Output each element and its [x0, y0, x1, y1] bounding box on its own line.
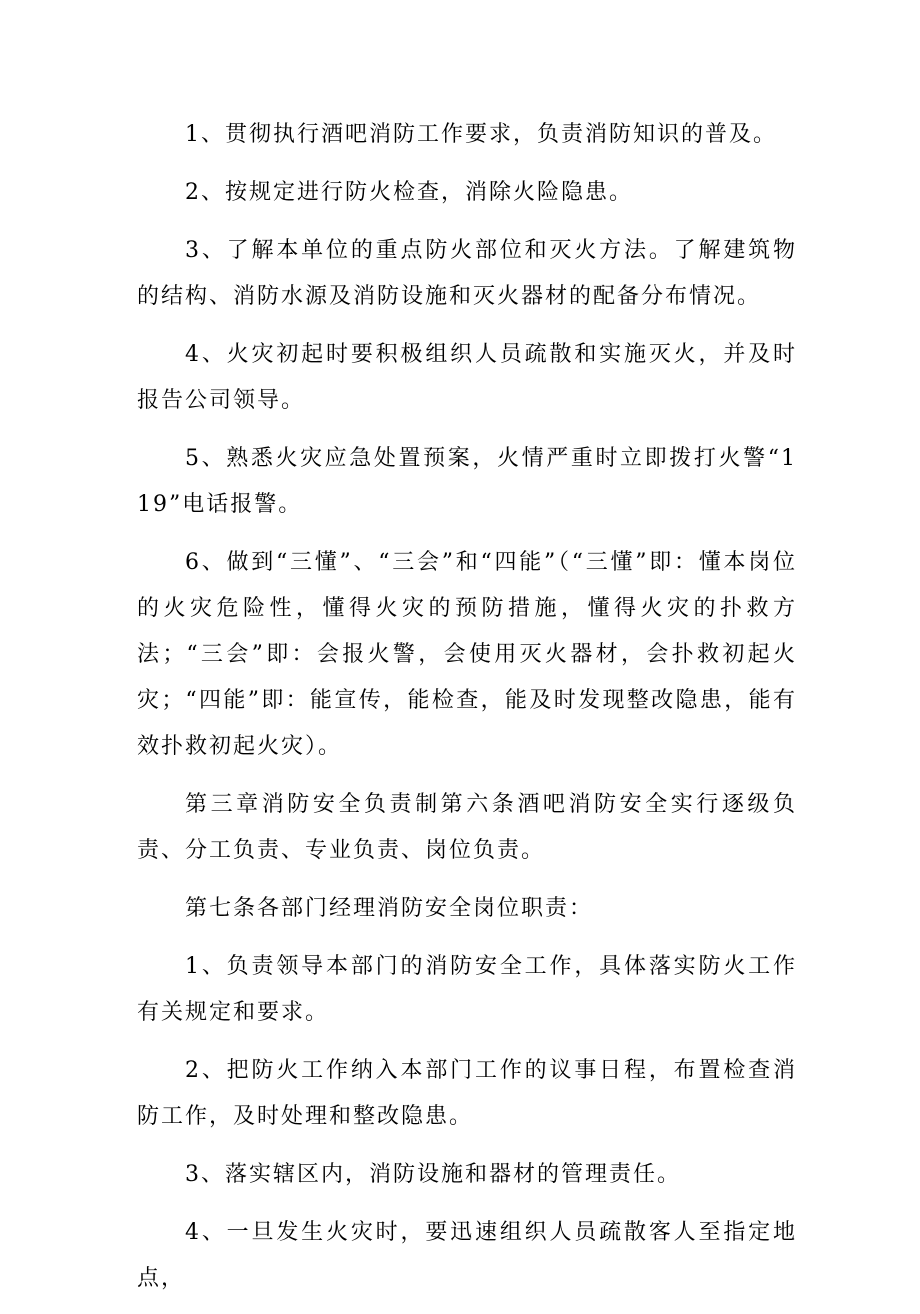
- paragraph-4: 4、火灾初起时要积极组织人员疏散和实施灭火，并及时报告公司领导。: [137, 342, 797, 413]
- document-body: [137, 112, 797, 1314]
- paragraph-10: 2、把防火工作纳入本部门工作的议事日程，布置检查消防工作，及时处理和整改隐患。: [137, 1058, 797, 1129]
- paragraph-12: 4、一旦发生火灾时，要迅速组织人员疏散客人至指定地点，: [137, 1220, 797, 1291]
- paragraph-5: 5、熟悉火灾应急处置预案，火情严重时立即拨打火警“119”电话报警。: [137, 446, 797, 517]
- paragraph-8: 第七条各部门经理消防安全岗位职责：: [185, 896, 594, 921]
- paragraph-3: 3、了解本单位的重点防火部位和灭火方法。了解建筑物的结构、消防水源及消防设施和灭火器材的配备分布情况。: [137, 238, 797, 309]
- paragraph-2: 2、按规定进行防火检查，消除火险隐患。: [185, 180, 633, 205]
- paragraph-11: 3、落实辖区内，消防设施和器材的管理责任。: [185, 1162, 681, 1187]
- paragraph-6: 6、做到“三懂”、“三会”和“四能”（“三懂”即：懂本岗位的火灾危险性，懂得火灾的预防措施，懂得火灾的扑救方法；“三会”即：会报火警，会使用灭火器材，会扑救初起火灾；“四能”即：能宣传，能检查，能及时发现整改隐患，能有效扑救初起火灾）。: [137, 550, 797, 759]
- paragraph-1: 1、贯彻执行酒吧消防工作要求，负责消防知识的普及。: [185, 122, 777, 147]
- paragraph-7: 第三章消防安全负责制第六条酒吧消防安全实行逐级负责、分工负责、专业负责、岗位负责。: [137, 792, 797, 863]
- paragraph-9: 1、负责领导本部门的消防安全工作，具体落实防火工作有关规定和要求。: [137, 954, 797, 1025]
